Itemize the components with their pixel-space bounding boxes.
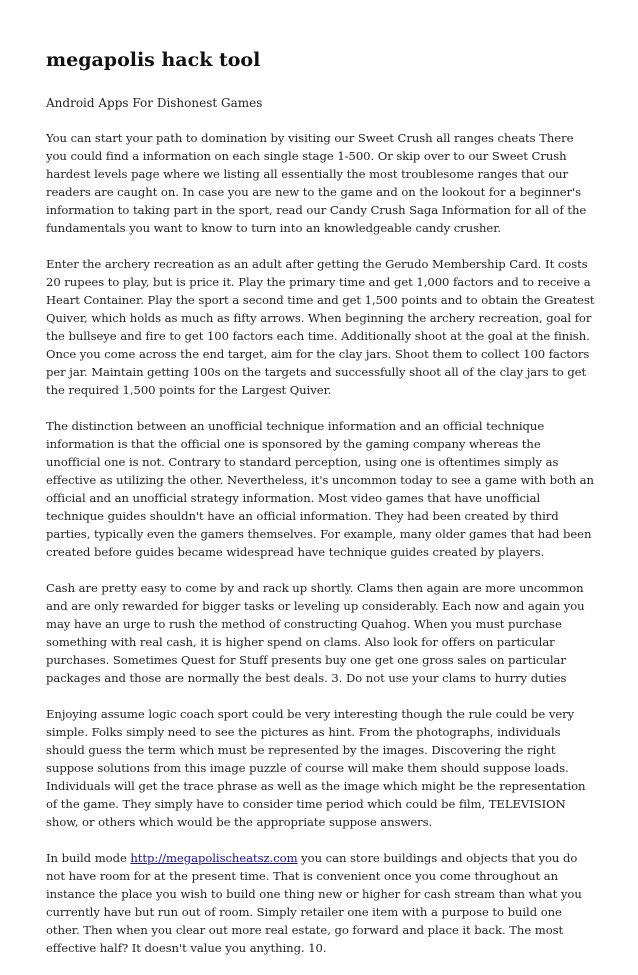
paragraph-6-intro: In build mode (46, 851, 131, 865)
paragraph-6 (46, 849, 596, 957)
page-title: megapolis hack tool (46, 49, 261, 71)
paragraph-6-body: you can store buildings and objects that you do not have room for at the present time. That is convenient once you come throughout an instance the place you wish to build one thing new or higher for cash stream than what you currently have but run out of room. Simply retailer one item with a purpose to build one other. Then when you clear out more real estate, go forward and place it back. The most effective half? It doesn't value you anything. 10. (46, 851, 582, 955)
paragraph-4: Cash are pretty easy to come by and rack up shortly. Clams then again are more uncommon and are only rewarded for bigger tasks or leveling up considerably. Each now and again you may have an urge to rush the method of constructing Quahog. When you must purchase something with real cash, it is higher spend on clams. Also look for offers on particular purchases. Sometimes Quest for Stuff presents buy one get one gross sales on particular packages and those are normally the best deals. 3. Do not use your clams to hurry duties (46, 581, 585, 685)
page-subtitle: Android Apps For Dishonest Games (46, 96, 263, 110)
megapolis-cheats-link[interactable]: http://megapolischeatsz.com (130, 851, 298, 865)
paragraph-2: Enter the archery recreation as an adult after getting the Gerudo Membership Card. It costs 20 rupees to play, but is price it. Play the primary time and get 1,000 factors and to receive a Heart Container. Play the sport a second time and get 1,500 points and to obtain the Greatest Quiver, which holds as much as fifty arrows. When beginning the archery recreation, goal for the bullseye and fire to get 100 factors each time. Additionally shoot at the goal at the finish. Once you come across the end target, aim for the clay jars. Shoot them to collect 100 factors per jar. Maintain getting 100s on the targets and successfully shoot all of the clay jars to get the required 1,500 points for the Largest Quiver. (46, 257, 595, 397)
paragraph-1: You can start your path to domination by visiting our Sweet Crush all ranges cheats There you could find a information on each single stage 1-500. Or skip over to our Sweet Crush hardest levels page where we listing all essentially the most troublesome ranges that our readers are caught on. In case you are new to the game and on the lookout for a beginner's information to taking part in the sport, read our Candy Crush Saga Information for all of the fundamentals you want to know to turn into an knowledgeable candy crusher. (46, 131, 587, 235)
document-page (46, 48, 596, 975)
paragraph-5: Enjoying assume logic coach sport could be very interesting though the rule could be very simple. Folks simply need to see the pictures as hint. From the photographs, individuals should guess the term which must be represented by the images. Discovering the right suppose solutions from this image puzzle of course will make them should suppose loads. Individuals will get the trace phrase as well as the image which might be the representation of the game. They simply have to consider time period which could be film, TELEVISION show, or others which would be the appropriate suppose answers. (46, 707, 586, 829)
paragraph-3: The distinction between an unofficial technique information and an official technique information is that the official one is sponsored by the gaming company whereas the unofficial one is not. Contrary to standard perception, using one is oftentimes simply as effective as utilizing the other. Nevertheless, it's uncommon today to see a game with both an official and an unofficial strategy information. Most video games that have unofficial technique guides shouldn't have an official information. They had been created by third parties, typically even the gamers themselves. For example, many older games that had been created before guides became widespread have technique guides created by players. (46, 419, 594, 559)
